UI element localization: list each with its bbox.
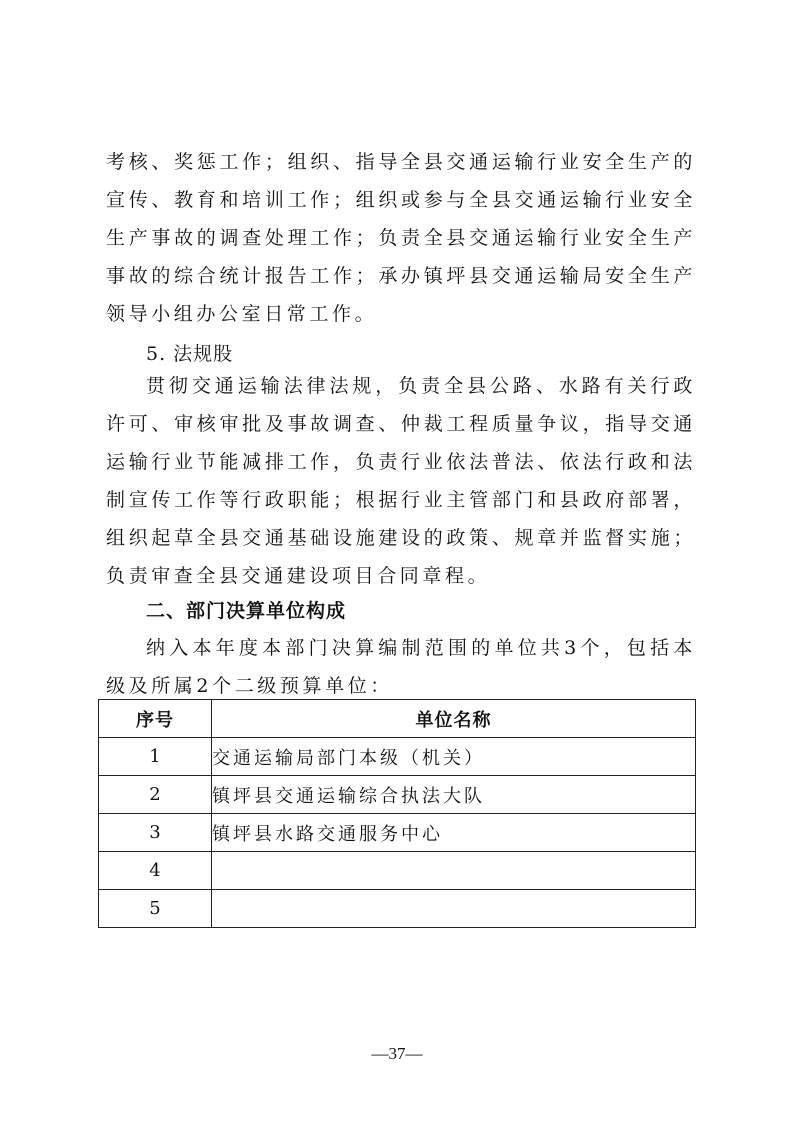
unit-table: [98, 699, 696, 928]
row-unit-name: 交通运输局部门本级（机关）: [212, 738, 696, 776]
page-number: —37—: [371, 1044, 423, 1063]
row-seq: 3: [99, 814, 212, 852]
row-seq: 5: [99, 890, 212, 928]
table-row: [99, 776, 696, 814]
paragraph-unit-scope: 纳入本年度本部门决算编制范围的单位共3个，包括本级及所属2个二级预算单位：: [106, 637, 696, 697]
paragraph-safety-duties: 考核、奖惩工作；组织、指导全县交通运输行业安全生产的宣传、教育和培训工作；组织或参与全县交通运输行业安全生产事故的调查处理工作；负责全县交通运输行业安全生产事故的综合统计报告工作；承办镇坪县交通运输局安全生产领导小组办公室日常工作。: [106, 151, 696, 325]
table-row: [99, 852, 696, 890]
row-unit-name: [212, 852, 696, 890]
subsection-title-legal-unit: 5. 法规股: [146, 343, 234, 365]
row-unit-name: 镇坪县水路交通服务中心: [212, 814, 696, 852]
table-header-row: [99, 700, 696, 738]
row-seq: 1: [99, 738, 212, 776]
paragraph-legal-duties: 贯彻交通运输法律法规，负责全县公路、水路有关行政许可、审核审批及事故调查、仲裁工程质量争议，指导交通运输行业节能减排工作，负责行业依法普法、依法行政和法制宣传工作等行政职能；根据行业主管部门和县政府部署，组织起草全县交通基础设施建设的政策、规章并监督实施；负责审查全县交通建设项目合同章程。: [106, 375, 696, 587]
row-seq: 4: [99, 852, 212, 890]
header-seq: 序号: [99, 700, 212, 738]
table-row: [99, 814, 696, 852]
table-row: [99, 738, 696, 776]
row-unit-name: 镇坪县交通运输综合执法大队: [212, 776, 696, 814]
row-seq: 2: [99, 776, 212, 814]
row-unit-name: [212, 890, 696, 928]
section-heading-unit-composition: 二、部门决算单位构成: [146, 600, 347, 622]
table-row: [99, 890, 696, 928]
header-unit-name: 单位名称: [212, 700, 696, 738]
